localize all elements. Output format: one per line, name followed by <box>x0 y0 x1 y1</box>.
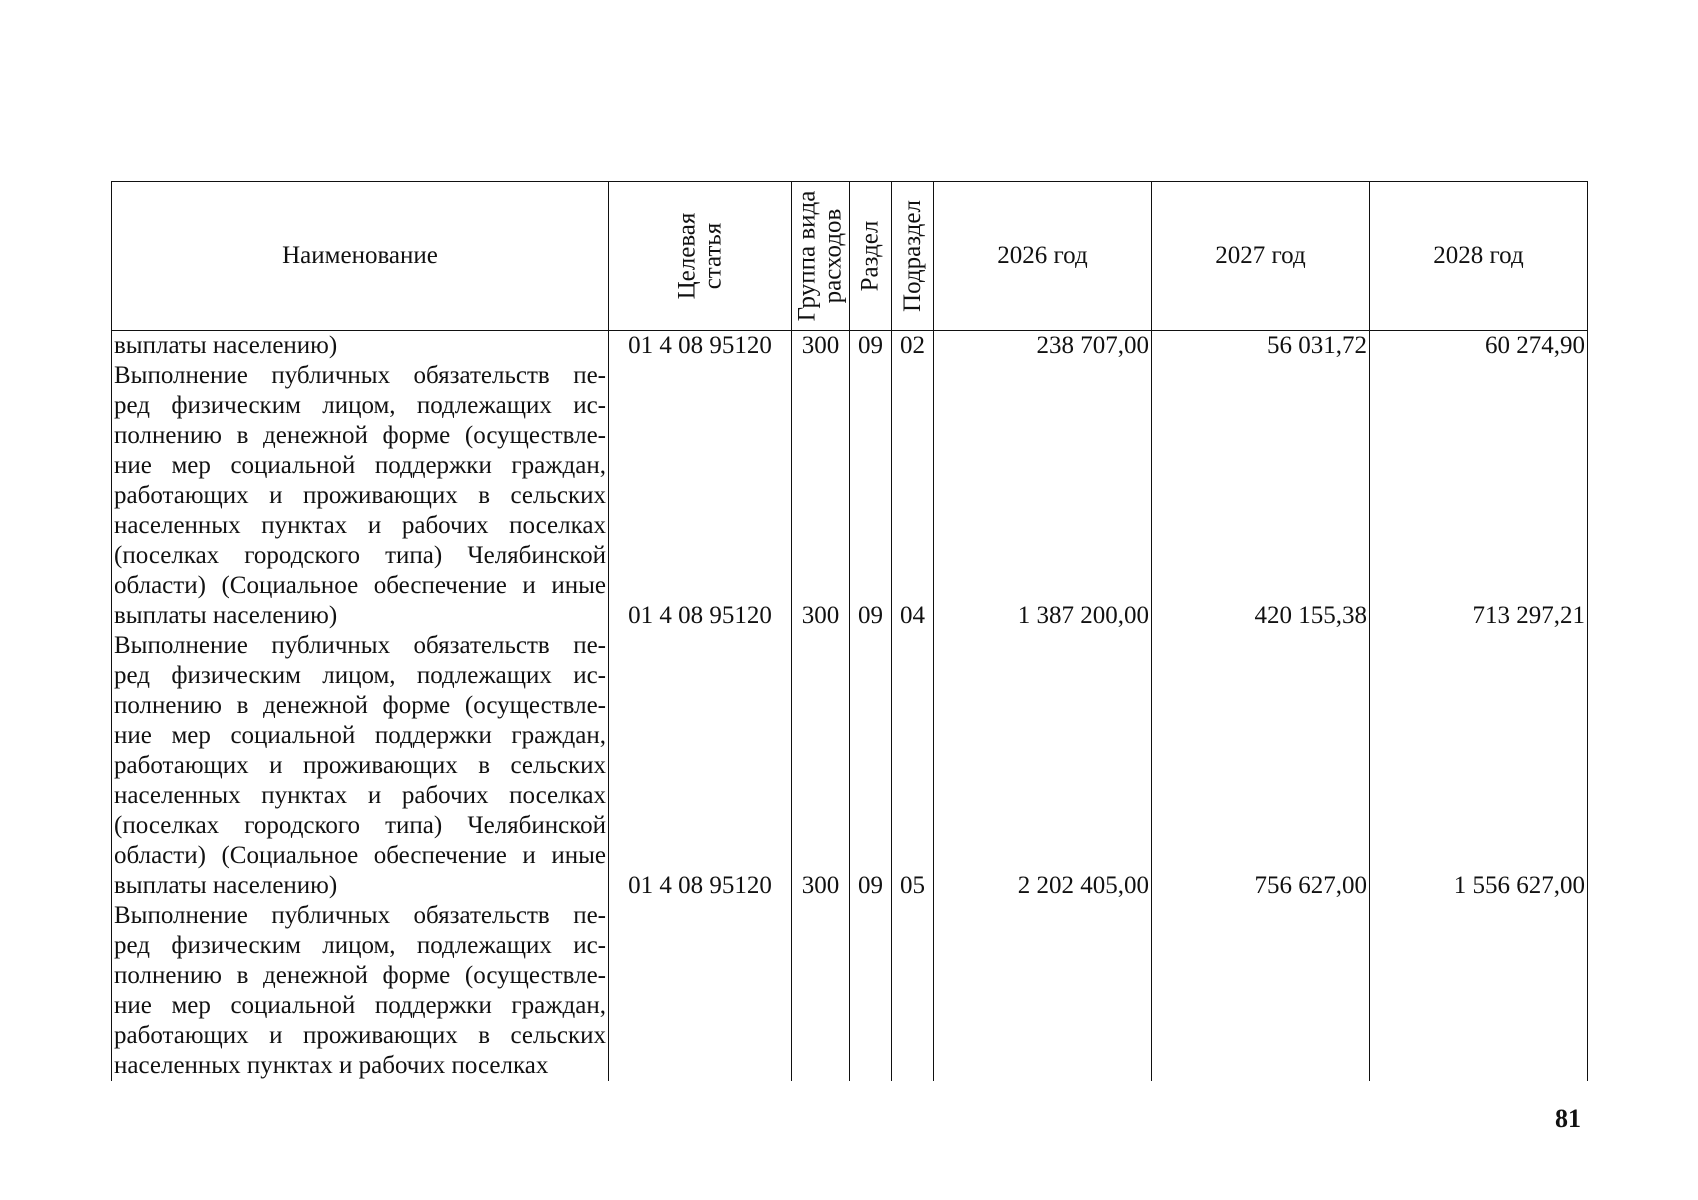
row-name <box>112 901 609 1081</box>
row-target-code-cell <box>609 631 792 901</box>
row-subsection-code: 04 <box>900 602 925 629</box>
row-name-line: населенных пунктах и рабочих поселках <box>114 1052 549 1079</box>
header-target <box>609 182 792 331</box>
row-subsection-code-cell <box>892 631 934 901</box>
row-amount-2027-cell <box>1152 901 1370 1081</box>
row-group-code-cell <box>792 631 850 901</box>
table-row <box>112 901 1588 1081</box>
row-amount-2028-cell <box>1370 631 1588 901</box>
row-amount-2027: 756 627,00 <box>1254 872 1367 899</box>
row-name <box>112 631 609 901</box>
header-year-3-label: 2028 год <box>1433 242 1524 269</box>
header-year-1-label: 2026 год <box>997 242 1088 269</box>
row-name-line: Выполнение публичных обязательств пе- <box>114 362 606 389</box>
header-subsection <box>892 182 934 331</box>
row-amount-2026: 1 387 200,00 <box>1017 602 1149 629</box>
row-name-line: работающих и проживающих в сельских <box>114 1022 606 1049</box>
row-name-line: выплаты населению) <box>114 872 338 899</box>
row-name-line: выплаты населению) <box>114 602 338 629</box>
row-name-line: работающих и проживающих в сельских <box>114 482 606 509</box>
table-row <box>112 361 1588 631</box>
row-target-code-cell <box>609 331 792 362</box>
row-subsection-code-cell <box>892 361 934 631</box>
row-target-code-cell <box>609 901 792 1081</box>
header-target-label: Целевая статья <box>672 212 726 300</box>
row-subsection-code-cell <box>892 901 934 1081</box>
row-amount-2027: 56 031,72 <box>1267 332 1367 359</box>
row-name-line: ред физическим лицом, подлежащих ис- <box>114 932 606 959</box>
table-row <box>112 331 1588 362</box>
row-name-line: полнению в денежной форме (осуществле- <box>114 962 606 989</box>
row-amount-2026: 238 707,00 <box>1036 332 1149 359</box>
header-section-label: Раздел <box>856 220 884 292</box>
row-target-code: 01 4 08 95120 <box>628 872 772 899</box>
row-group-code: 300 <box>801 602 840 629</box>
row-amount-2026-cell <box>934 631 1152 901</box>
header-name-label: Наименование <box>282 242 438 269</box>
row-section-code-cell <box>850 331 892 362</box>
row-name-line: работающих и проживающих в сельских <box>114 752 606 779</box>
budget-table <box>111 181 1588 1081</box>
row-name-line: ние мер социальной поддержки граждан, <box>114 452 606 479</box>
row-name-line: ред физическим лицом, подлежащих ис- <box>114 662 606 689</box>
row-amount-2027-cell <box>1152 331 1370 362</box>
row-name-line: выплаты населению) <box>114 332 338 359</box>
row-amount-2028-cell <box>1370 901 1588 1081</box>
row-subsection-code: 02 <box>900 332 925 359</box>
row-section-code: 09 <box>858 332 883 359</box>
row-section-code-cell <box>850 901 892 1081</box>
row-group-code-cell <box>792 901 850 1081</box>
header-group-label: Группа вида расходов <box>793 190 847 322</box>
row-group-code-cell <box>792 361 850 631</box>
row-amount-2026-cell <box>934 331 1152 362</box>
row-amount-2026-cell <box>934 361 1152 631</box>
row-name-line: Выполнение публичных обязательств пе- <box>114 632 606 659</box>
row-name-line: области) (Социальное обеспечение и иные <box>114 572 606 599</box>
row-amount-2027-cell <box>1152 631 1370 901</box>
row-group-code: 300 <box>801 872 840 899</box>
row-amount-2028: 713 297,21 <box>1472 602 1585 629</box>
row-name <box>112 331 609 362</box>
table-row <box>112 631 1588 901</box>
row-amount-2026-cell <box>934 901 1152 1081</box>
row-group-code-cell <box>792 331 850 362</box>
header-name <box>112 182 609 331</box>
page-number: 81 <box>1555 1104 1581 1133</box>
row-section-code-cell <box>850 361 892 631</box>
row-subsection-code-cell <box>892 331 934 362</box>
row-target-code-cell <box>609 361 792 631</box>
row-amount-2028: 60 274,90 <box>1485 332 1585 359</box>
row-group-code: 300 <box>801 332 840 359</box>
row-name-line: Выполнение публичных обязательств пе- <box>114 902 606 929</box>
row-name-line: полнению в денежной форме (осуществле- <box>114 422 606 449</box>
row-amount-2027-cell <box>1152 361 1370 631</box>
row-name-line: населенных пунктах и рабочих поселках <box>114 512 606 539</box>
row-name-line: ние мер социальной поддержки граждан, <box>114 992 606 1019</box>
row-target-code: 01 4 08 95120 <box>628 332 772 359</box>
row-name-line: области) (Социальное обеспечение и иные <box>114 842 606 869</box>
table-header-row <box>112 182 1588 331</box>
row-name-line: (поселках городского типа) Челябинской <box>114 542 606 569</box>
row-amount-2028-cell <box>1370 361 1588 631</box>
header-year-1 <box>934 182 1152 331</box>
row-target-code: 01 4 08 95120 <box>628 602 772 629</box>
row-subsection-code: 05 <box>900 872 925 899</box>
row-amount-2028: 1 556 627,00 <box>1453 872 1585 899</box>
table-body <box>112 331 1588 1082</box>
header-group <box>792 182 850 331</box>
row-name <box>112 361 609 631</box>
row-section-code-cell <box>850 631 892 901</box>
header-section <box>850 182 892 331</box>
header-year-2 <box>1152 182 1370 331</box>
row-name-line: ние мер социальной поддержки граждан, <box>114 722 606 749</box>
row-amount-2028-cell <box>1370 331 1588 362</box>
header-subsection-label: Подраздел <box>898 200 926 312</box>
row-section-code: 09 <box>858 602 883 629</box>
row-name-line: (поселках городского типа) Челябинской <box>114 812 606 839</box>
row-name-line: ред физическим лицом, подлежащих ис- <box>114 392 606 419</box>
row-amount-2026: 2 202 405,00 <box>1017 872 1149 899</box>
header-year-3 <box>1370 182 1588 331</box>
row-amount-2027: 420 155,38 <box>1254 602 1367 629</box>
row-name-line: населенных пунктах и рабочих поселках <box>114 782 606 809</box>
row-name-line: полнению в денежной форме (осуществле- <box>114 692 606 719</box>
header-year-2-label: 2027 год <box>1215 242 1306 269</box>
row-section-code: 09 <box>858 872 883 899</box>
